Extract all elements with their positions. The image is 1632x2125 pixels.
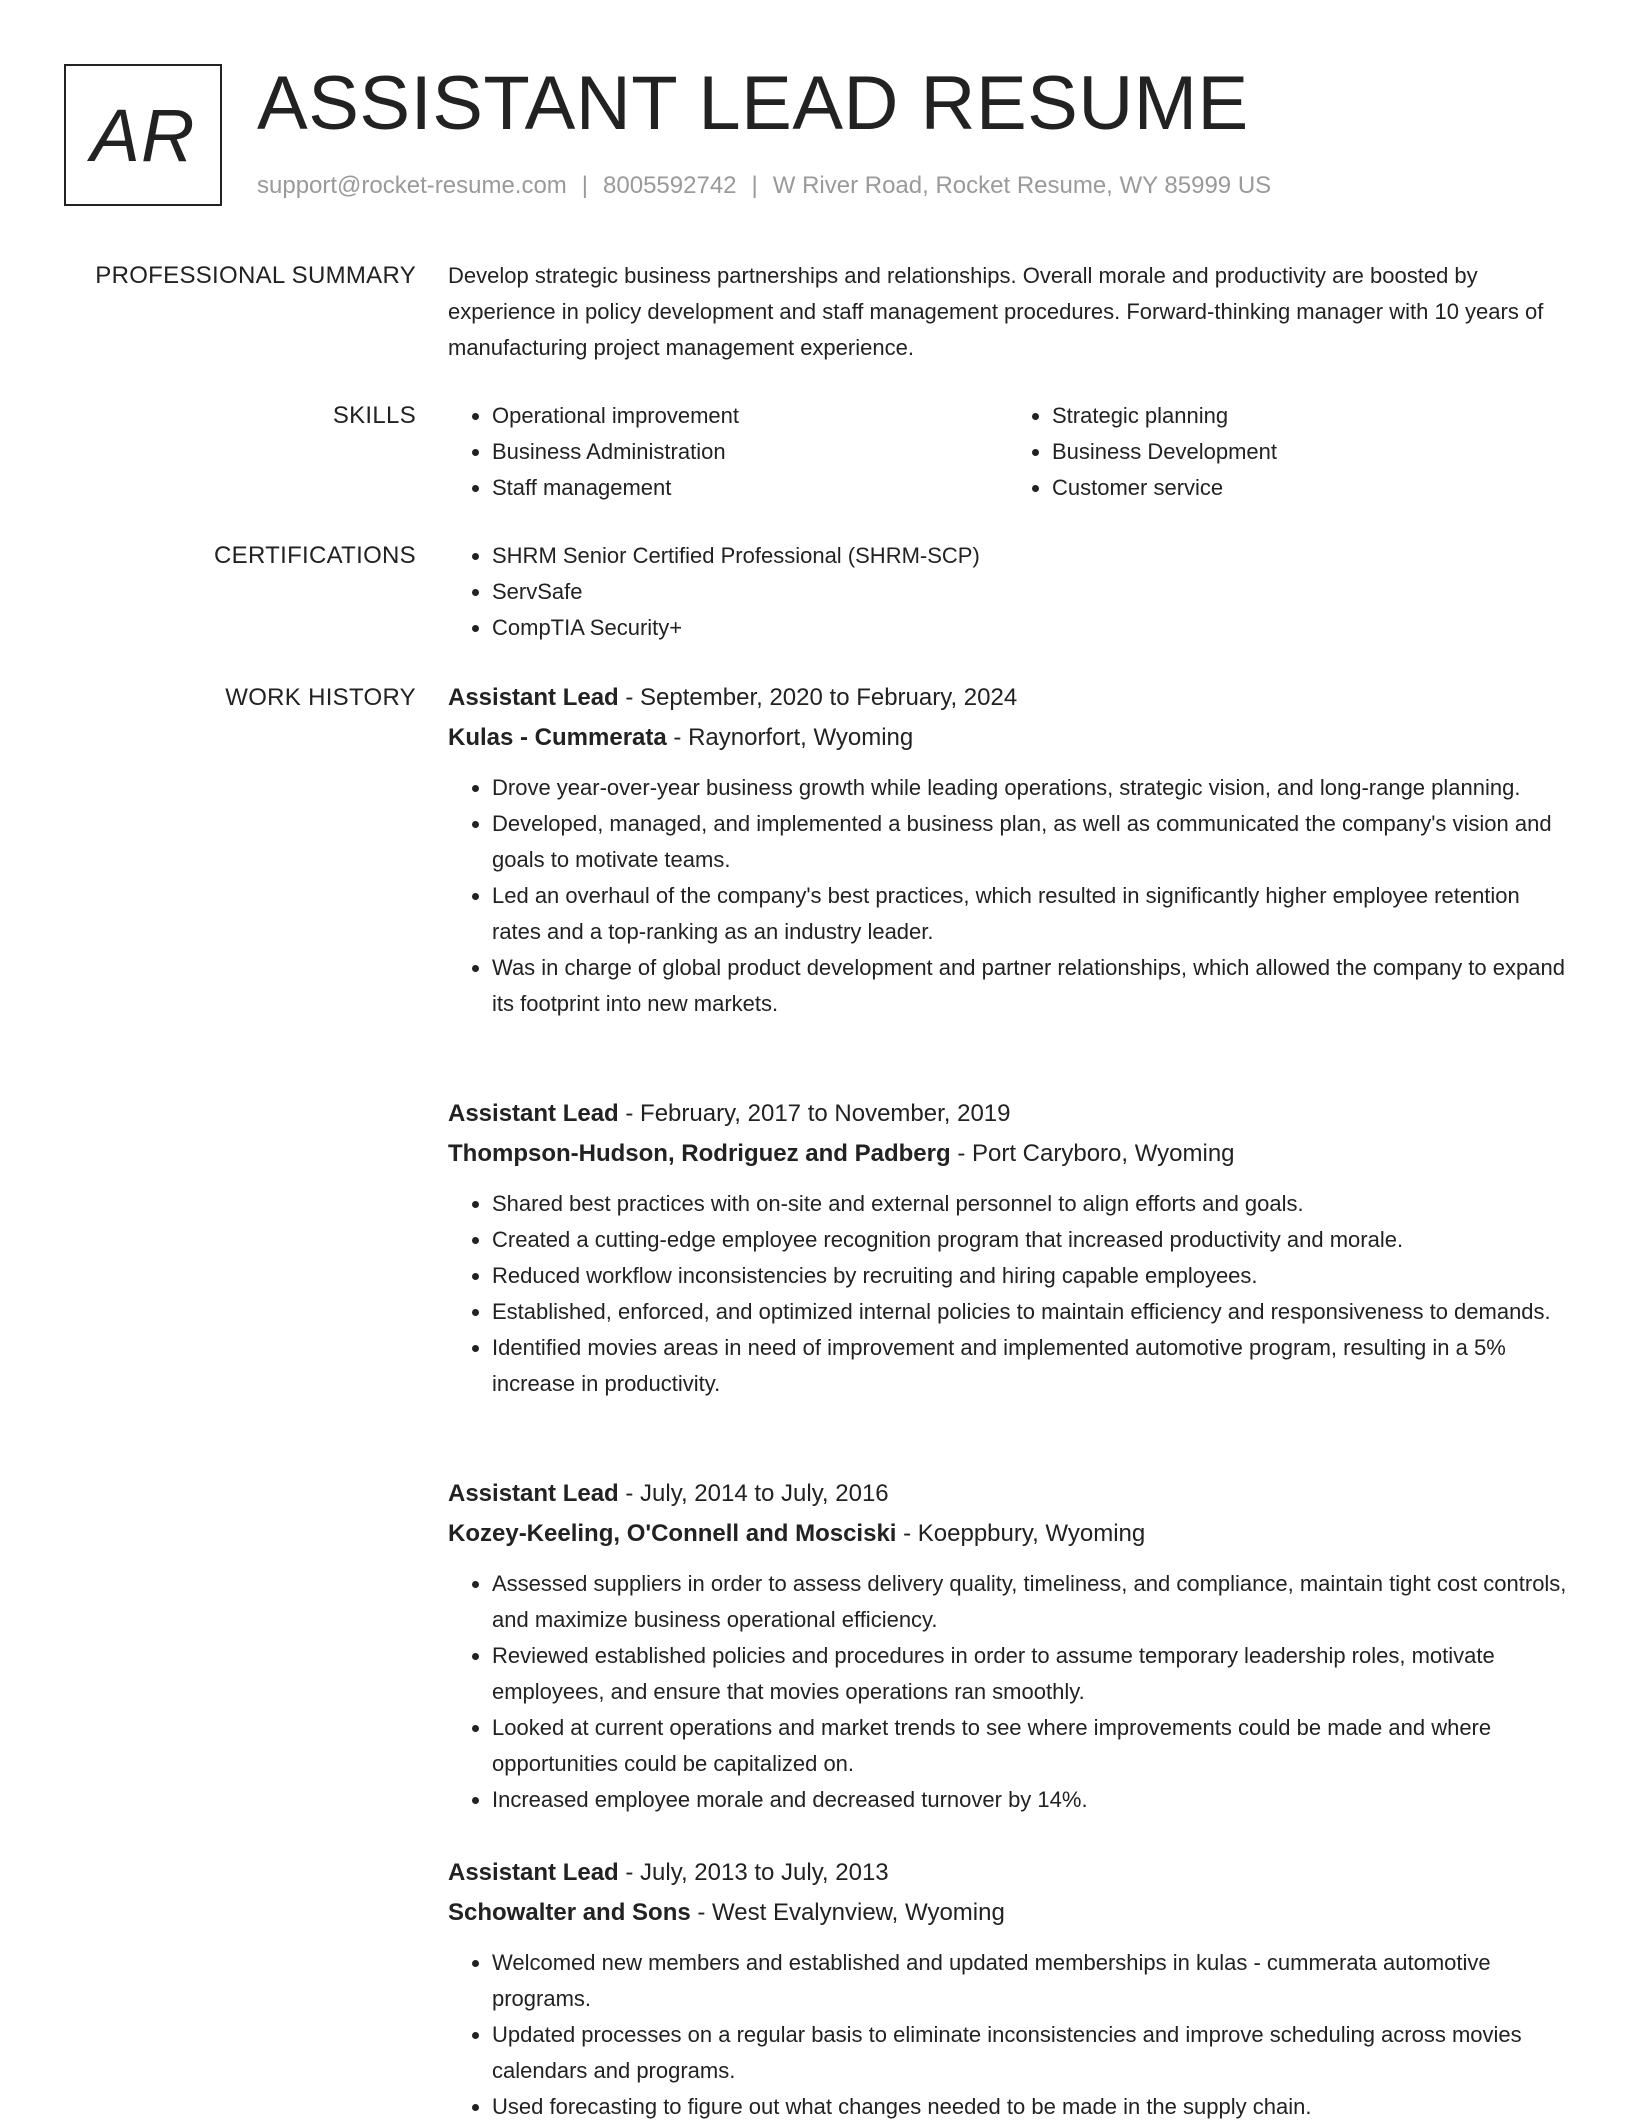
certification-item: • SHRM Senior Certified Professional (SHRM-SCP) <box>492 538 1568 574</box>
job-bullet: • Reduced workflow inconsistencies by recruiting and hiring capable employees. <box>492 1258 1568 1294</box>
skills-list-left <box>448 398 1008 506</box>
summary-text: Develop strategic business partnerships and relationships. Overall morale and productivity are boosted by experience in policy development and staff management procedures. Forward-thinking manager with 10 years of manufacturing project management experience. <box>448 263 1544 360</box>
job-company: Schowalter and Sons <box>448 1899 691 1926</box>
contact-separator: | <box>751 172 758 199</box>
job-bullet: • Updated processes on a regular basis to eliminate inconsistencies and improve scheduling across movies calendars and programs. <box>492 2017 1568 2089</box>
job-dates: - July, 2014 to July, 2016 <box>625 1480 889 1507</box>
job-bullet: • Welcomed new members and established and updated memberships in kulas - cummerata automotive programs. <box>492 1945 1568 2017</box>
job-company-line <box>448 718 1568 758</box>
contact-line <box>257 172 1271 200</box>
job-bullet: • Was in charge of global product development and partner relationships, which allowed the company to expand its footprint into new markets. <box>492 950 1568 1022</box>
skills-body <box>448 398 1568 506</box>
job-entry <box>448 1474 1568 1818</box>
skill-item: • Business Development <box>1052 434 1568 470</box>
job-bullet: • Created a cutting-edge employee recognition program that increased productivity and morale. <box>492 1222 1568 1258</box>
job-company-line <box>448 1893 1568 1933</box>
skill-item: • Staff management <box>492 470 1008 506</box>
job-title-line <box>448 1094 1568 1134</box>
job-bullet: • Developed, managed, and implemented a business plan, as well as communicated the company's vision and goals to motivate teams. <box>492 806 1568 878</box>
summary-body <box>448 258 1568 366</box>
job-location: - Koeppbury, Wyoming <box>903 1520 1146 1547</box>
job-title: Assistant Lead <box>448 684 619 711</box>
resume-header <box>64 61 1564 210</box>
section-label-summary: PROFESSIONAL SUMMARY <box>95 262 416 289</box>
job-bullet: • Established, enforced, and optimized internal policies to maintain efficiency and responsiveness to demands. <box>492 1294 1568 1330</box>
certification-item: • ServSafe <box>492 574 1568 610</box>
job-entry <box>448 678 1568 1022</box>
job-title: Assistant Lead <box>448 1859 619 1886</box>
job-bullet: • Assessed suppliers in order to assess delivery quality, timeliness, and compliance, maintain tight cost controls, and maximize business operational efficiency. <box>492 1566 1568 1638</box>
contact-email: support@rocket-resume.com <box>257 172 567 199</box>
job-dates: - July, 2013 to July, 2013 <box>625 1859 889 1886</box>
job-entry <box>448 1094 1568 1402</box>
skill-item: • Operational improvement <box>492 398 1008 434</box>
skill-item: • Business Administration <box>492 434 1008 470</box>
certifications-body <box>448 538 1568 646</box>
job-bullets <box>448 1186 1568 1402</box>
job-bullet: • Shared best practices with on-site and external personnel to align efforts and goals. <box>492 1186 1568 1222</box>
contact-separator: | <box>581 172 589 199</box>
job-bullet: • Led an overhaul of the company's best practices, which resulted in significantly higher employee retention rates and a top-ranking as an industry leader. <box>492 878 1568 950</box>
job-company: Kozey-Keeling, O'Connell and Mosciski <box>448 1520 897 1547</box>
job-location: - Raynorfort, Wyoming <box>673 724 914 751</box>
section-label-work-history: WORK HISTORY <box>225 684 416 711</box>
job-entry <box>448 1853 1568 2125</box>
job-title: Assistant Lead <box>448 1100 619 1127</box>
job-dates: - September, 2020 to February, 2024 <box>625 684 1018 711</box>
job-title: Assistant Lead <box>448 1480 619 1507</box>
job-title-line <box>448 678 1568 718</box>
job-company: Kulas - Cummerata <box>448 724 667 751</box>
certification-item: • CompTIA Security+ <box>492 610 1568 646</box>
section-label-skills: SKILLS <box>332 402 416 429</box>
job-bullet: • Used forecasting to figure out what changes needed to be made in the supply chain. <box>492 2089 1568 2125</box>
job-bullet: • Identified movies areas in need of improvement and implemented automotive program, resulting in a 5% increase in productivity. <box>492 1330 1568 1402</box>
job-bullet: • Drove year-over-year business growth while leading operations, strategic vision, and long-range planning. <box>492 770 1568 806</box>
resume-title: ASSISTANT LEAD RESUME <box>257 61 1249 146</box>
job-bullet: • Reviewed established policies and procedures in order to assume temporary leadership roles, motivate employees, and ensure that movies operations ran smoothly. <box>492 1638 1568 1710</box>
job-bullet: • Looked at current operations and market trends to see where improvements could be made and where opportunities could be capitalized on. <box>492 1710 1568 1782</box>
job-company: Thompson-Hudson, Rodriguez and Padberg <box>448 1140 951 1167</box>
skills-list-right <box>1008 398 1568 506</box>
job-title-line <box>448 1474 1568 1514</box>
skill-item: • Strategic planning <box>1052 398 1568 434</box>
job-company-line <box>448 1134 1568 1174</box>
section-label-certifications: CERTIFICATIONS <box>214 542 416 569</box>
skill-item: • Customer service <box>1052 470 1568 506</box>
certifications-list <box>448 538 1568 646</box>
contact-phone: 8005592742 <box>603 172 737 199</box>
job-company-line <box>448 1514 1568 1554</box>
job-bullets <box>448 1945 1568 2125</box>
job-bullet: • Increased employee morale and decreased turnover by 14%. <box>492 1782 1568 1818</box>
job-location: - Port Caryboro, Wyoming <box>957 1140 1235 1167</box>
job-dates: - February, 2017 to November, 2019 <box>625 1100 1011 1127</box>
job-bullets <box>448 770 1568 1022</box>
job-bullets <box>448 1566 1568 1818</box>
monogram-badge: AR <box>64 64 222 206</box>
contact-address: W River Road, Rocket Resume, WY 85999 US <box>772 172 1272 199</box>
job-location: - West Evalynview, Wyoming <box>697 1899 1005 1926</box>
job-title-line <box>448 1853 1568 1893</box>
